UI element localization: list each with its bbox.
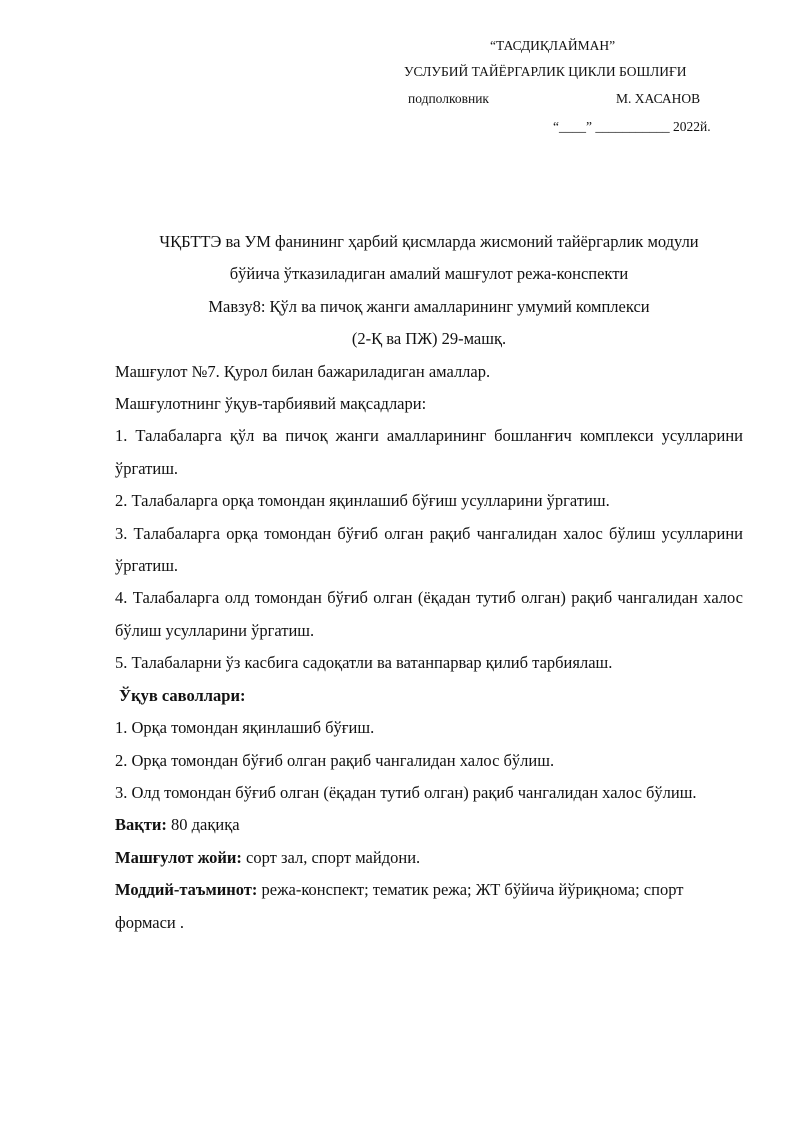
time-row bbox=[115, 809, 743, 841]
place-row bbox=[115, 842, 743, 874]
approver-rank: подполковник bbox=[408, 91, 489, 106]
question-item: 1. Орқа томондан яқинлашиб бўғиш. bbox=[115, 718, 375, 738]
supply-value: режа-конспект; тематик режа; ЖТ бўйича йўриқнома; спорт формаси . bbox=[115, 880, 684, 932]
title-line-1: ЧҚБТТЭ ва УМ фанининг ҳарбий қисмларда жисмоний тайёргарлик модули bbox=[159, 232, 699, 251]
title-line-3: Мавзу8: Қўл ва пичоқ жанги амалларининг умумий комплекси bbox=[208, 296, 650, 316]
approval-date: “____” ___________ 2022й. bbox=[553, 119, 711, 134]
question-item: 3. Олд томондан бўғиб олган (ёқадан тутиб олган) рақиб чангалидан халос бўлиш. bbox=[115, 782, 697, 802]
place-value: сорт зал, спорт майдони. bbox=[241, 847, 421, 867]
approver-position: УСЛУБИЙ ТАЙЁРГАРЛИК ЦИКЛИ БОШЛИҒИ bbox=[404, 64, 687, 79]
supply-row bbox=[115, 874, 743, 939]
lesson-title: Машғулот №7. Қурол билан бажариладиган амаллар. bbox=[115, 361, 491, 381]
question-item: 2. Орқа томондан бўғиб олган рақиб чангалидан халос бўлиш. bbox=[115, 750, 555, 770]
goals-heading: Машғулотнинг ўқув-тарбиявий мақсадлари: bbox=[115, 394, 427, 414]
approval-heading: “ТАСДИҚЛАЙМАН” bbox=[490, 38, 616, 53]
goal-item: 2. Талабаларга орқа томондан яқинлашиб бўғиш усулларини ўргатиш. bbox=[115, 491, 610, 511]
goal-item: 4. Талабаларга олд томондан бўғиб олган (ёқадан тутиб олган) рақиб чангалидан халос бўлиш усулларини ўргатиш. bbox=[115, 588, 743, 640]
title-line-4: (2-Қ ва ПЖ) 29-машқ. bbox=[351, 329, 507, 349]
time-value: 80 дақиқа bbox=[166, 815, 240, 835]
supply-label: Моддий-таъминот: bbox=[115, 880, 258, 900]
approval-block bbox=[0, 0, 800, 140]
goal-item: 3. Талабаларга орқа томондан бўғиб олган рақиб чангалидан халос бўлиш усулларини ўргатиш. bbox=[115, 523, 743, 576]
time-label: Вақти: bbox=[115, 815, 167, 835]
place-label: Машғулот жойи: bbox=[115, 847, 242, 867]
title-line-2: бўйича ўтказиладиган амалий машғулот режа-конспекти bbox=[229, 264, 629, 284]
goal-item: 1. Талабаларга қўл ва пичоқ жанги амалларининг бошланғич комплекси усулларини ўргатиш. bbox=[115, 426, 743, 478]
approver-name: М. ХАСАНОВ bbox=[616, 91, 701, 106]
goal-item: 5. Талабаларни ўз касбига садоқатли ва ватанпарвар қилиб тарбиялаш. bbox=[115, 653, 613, 673]
document-body bbox=[115, 226, 743, 939]
questions-heading: Ўқув саволлари: bbox=[119, 685, 246, 705]
